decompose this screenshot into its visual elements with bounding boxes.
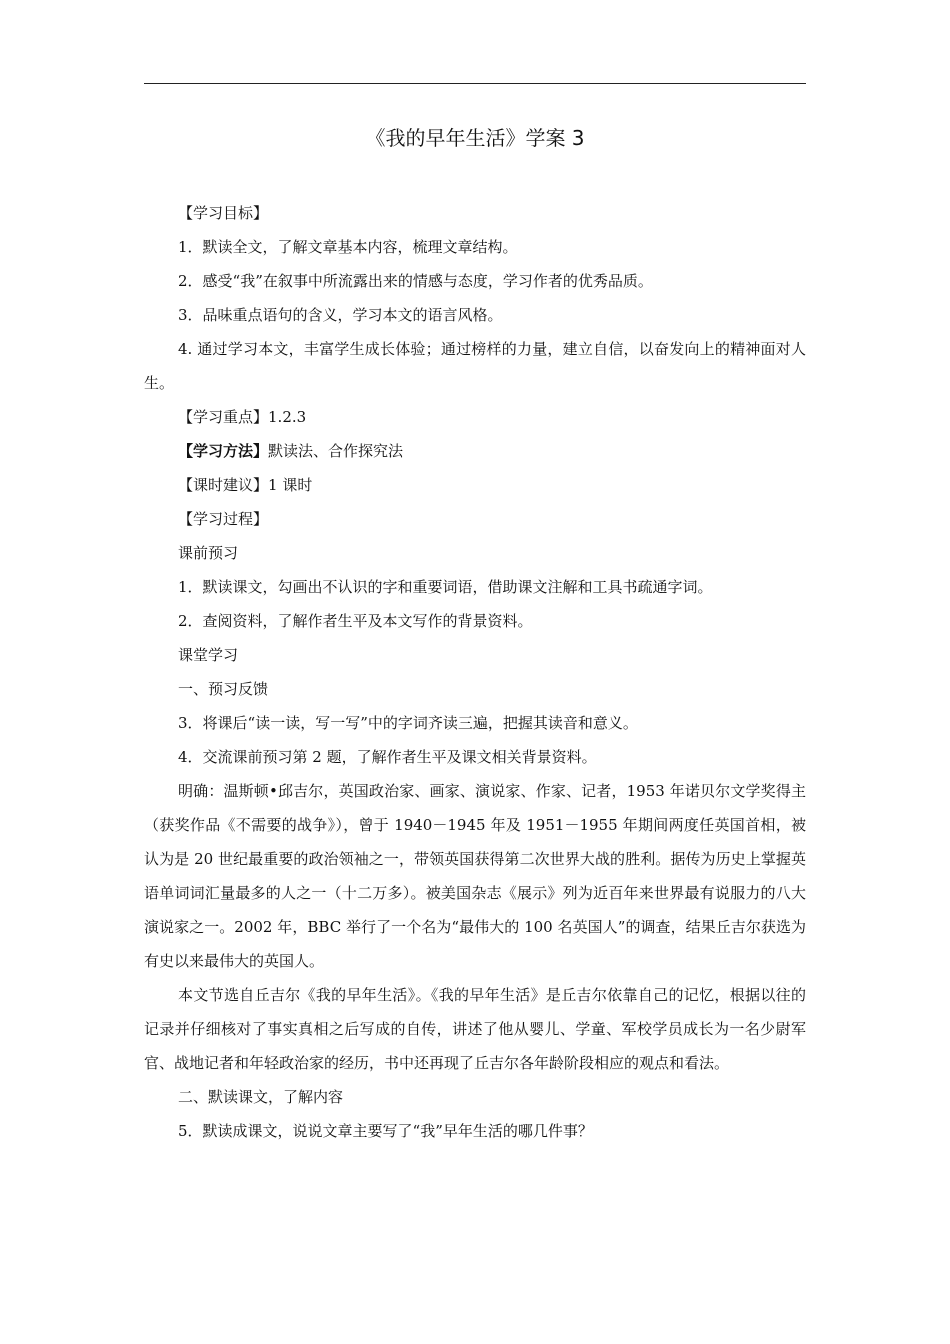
objective-item: 2．感受“我”在叙事中所流露出来的情感与态度，学习作者的优秀品质。 (178, 272, 653, 290)
hours-value: 1 课时 (268, 476, 313, 494)
objective-item: 3．品味重点语句的含义，学习本文的语言风格。 (178, 306, 503, 324)
feedback-item: 3．将课后“读一读，写一写”中的字词齐读三遍，把握其读音和意义。 (178, 714, 638, 732)
page-title: 《我的早年生活》学案 3 (365, 126, 585, 150)
clarify-paragraph: 明确：温斯顿•邱吉尔，英国政治家、画家、演说家、作家、记者，1953 年诺贝尔文学奖得主（获奖作品《不需要的战争》），曾于 1940－1945 年及 1951－1955 年期间两度任英国首相，被认为是 20 世纪最重要的政治领袖之一，带领英国获得第二次世界大战的胜利。据传为历史上掌握英语单词词汇量最多的人之一（十二万多）。被美国杂志《展示》列为近百年来世界最有说服力的八大演说家之一。2002 年，BBC 举行了一个名为“最伟大的 100 名英国人”的调查，结果丘吉尔获选为有史以来最伟大的英国人。 (144, 782, 806, 970)
method-line (144, 434, 806, 468)
process-heading: 【学习过程】 (178, 510, 269, 528)
header-rule (144, 83, 806, 84)
preview-item: 1．默读课文，勾画出不认识的字和重要词语，借助课文注解和工具书疏通字词。 (178, 578, 713, 596)
hours-label: 【课时建议】 (178, 476, 269, 494)
preview-heading: 课前预习 (178, 544, 239, 562)
reading-item: 5．默读成课文，说说文章主要写了“我”早年生活的哪几件事？ (178, 1122, 593, 1140)
reading-heading: 二、默读课文，了解内容 (178, 1088, 344, 1106)
source-paragraph: 本文节选自丘吉尔《我的早年生活》。《我的早年生活》是丘吉尔依靠自己的记忆，根据以往的记录并仔细核对了事实真相之后写成的自传，讲述了他从婴儿、学童、军校学员成长为一名少尉军官、战地记者和年轻政治家的经历，书中还再现了丘吉尔各年龄阶段相应的观点和看法。 (144, 986, 806, 1072)
feedback-item: 4．交流课前预习第 2 题，了解作者生平及课文相关背景资料。 (178, 748, 597, 766)
hours-line (144, 468, 806, 502)
method-value: 默读法、合作探究法 (268, 442, 404, 460)
key-points-line (144, 400, 806, 434)
objective-item: 4. 通过学习本文，丰富学生成长体验；通过榜样的力量，建立自信，以奋发向上的精神面对人生。 (144, 340, 806, 392)
preview-item: 2．查阅资料，了解作者生平及本文写作的背景资料。 (178, 612, 533, 630)
feedback-heading: 一、预习反馈 (178, 680, 269, 698)
objective-item: 1．默读全文，了解文章基本内容，梳理文章结构。 (178, 238, 518, 256)
key-points-label: 【学习重点】 (178, 408, 269, 426)
document-body (144, 196, 806, 1148)
objectives-heading: 【学习目标】 (178, 204, 269, 222)
method-label: 【学习方法】 (178, 442, 269, 460)
key-points-value: 1.2.3 (268, 408, 307, 426)
classroom-heading: 课堂学习 (178, 646, 239, 664)
